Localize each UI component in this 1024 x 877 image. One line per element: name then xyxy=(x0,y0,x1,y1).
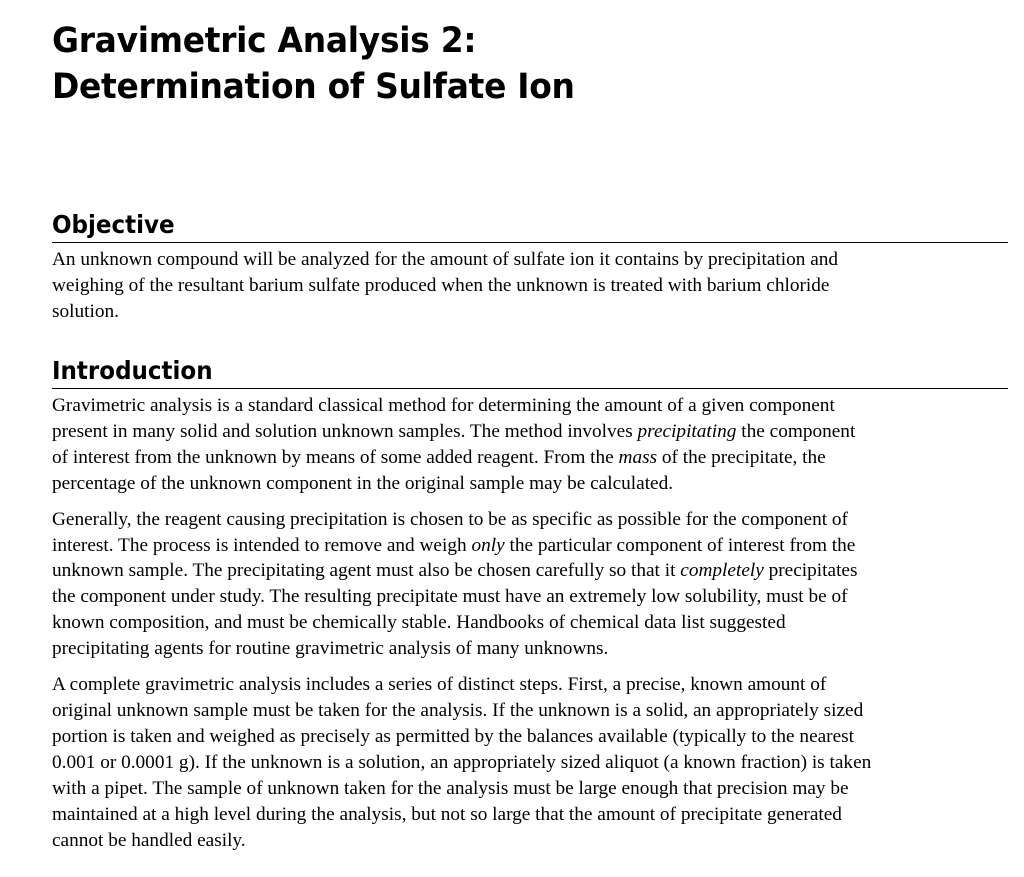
text-run: the particular component of interest from the xyxy=(504,534,856,556)
objective-section xyxy=(52,210,1008,356)
introduction-paragraph-3 xyxy=(52,672,1008,853)
text-run: precipitates xyxy=(763,560,858,582)
text-line: maintained at a high level during the analysis, but not so large that the amount of precipitate generated xyxy=(52,803,842,825)
text-run: of interest from the unknown by means of some added reagent. From the xyxy=(52,446,619,468)
page-title xyxy=(52,18,951,110)
title-line-2: Determination of Sulfate Ion xyxy=(52,67,575,107)
title-block xyxy=(52,18,1008,210)
introduction-heading: Introduction xyxy=(52,356,213,385)
introduction-section xyxy=(52,356,1008,853)
text-line: A complete gravimetric analysis includes a series of distinct steps. First, a precise, known amount of xyxy=(52,674,827,696)
text-run: the component xyxy=(736,420,856,442)
text-line: portion is taken and weighed as precisely as permitted by the balances available (typically to the nearest xyxy=(52,725,855,747)
introduction-paragraph-2 xyxy=(52,507,1008,662)
text-line: with a pipet. The sample of unknown taken for the analysis must be large enough that precision may be xyxy=(52,777,849,799)
objective-heading: Objective xyxy=(52,210,175,239)
title-line-1: Gravimetric Analysis 2: xyxy=(52,21,477,61)
text-run: of the precipitate, the xyxy=(657,446,826,468)
text-line: Generally, the reagent causing precipitation is chosen to be as specific as possible for the component of xyxy=(52,508,848,530)
text-run: present in many solid and solution unknown samples. The method involves xyxy=(52,420,638,442)
text-line: known composition, and must be chemically stable. Handbooks of chemical data list suggested xyxy=(52,612,786,634)
text-run: interest. The process is intended to remove and weigh xyxy=(52,534,472,556)
text-line: original unknown sample must be taken for the analysis. If the unknown is a solid, an appropriately sized xyxy=(52,699,864,721)
text-line: weighing of the resultant barium sulfate produced when the unknown is treated with barium chloride xyxy=(52,274,830,296)
text-line: percentage of the unknown component in the original sample may be calculated. xyxy=(52,472,674,494)
emphasis-text: precipitating xyxy=(637,420,737,442)
text-line xyxy=(52,419,1008,445)
text-line: Gravimetric analysis is a standard classical method for determining the amount of a given component xyxy=(52,395,835,416)
text-line: cannot be handled easily. xyxy=(52,829,246,851)
text-line: precipitating agents for routine gravimetric analysis of many unknowns. xyxy=(52,638,609,660)
text-line: the component under study. The resulting precipitate must have an extremely low solubility, must be of xyxy=(52,586,848,608)
text-line xyxy=(52,445,1008,471)
text-line: An unknown compound will be analyzed for the amount of sulfate ion it contains by precipitation and xyxy=(52,249,839,270)
text-line xyxy=(52,533,1008,559)
objective-paragraph xyxy=(52,247,1008,325)
objective-divider xyxy=(52,242,1008,243)
emphasis-text: completely xyxy=(680,560,764,582)
document-page xyxy=(52,18,1008,853)
introduction-paragraph-1 xyxy=(52,393,1008,497)
emphasis-text: mass xyxy=(618,446,658,468)
text-line: 0.001 or 0.0001 g). If the unknown is a solution, an appropriately sized aliquot (a known fraction) is taken xyxy=(52,751,872,773)
text-line xyxy=(52,558,1008,584)
introduction-divider xyxy=(52,388,1008,389)
text-run: unknown sample. The precipitating agent must also be chosen carefully so that it xyxy=(52,560,681,582)
emphasis-text: only xyxy=(471,534,505,556)
text-line: solution. xyxy=(52,300,119,322)
